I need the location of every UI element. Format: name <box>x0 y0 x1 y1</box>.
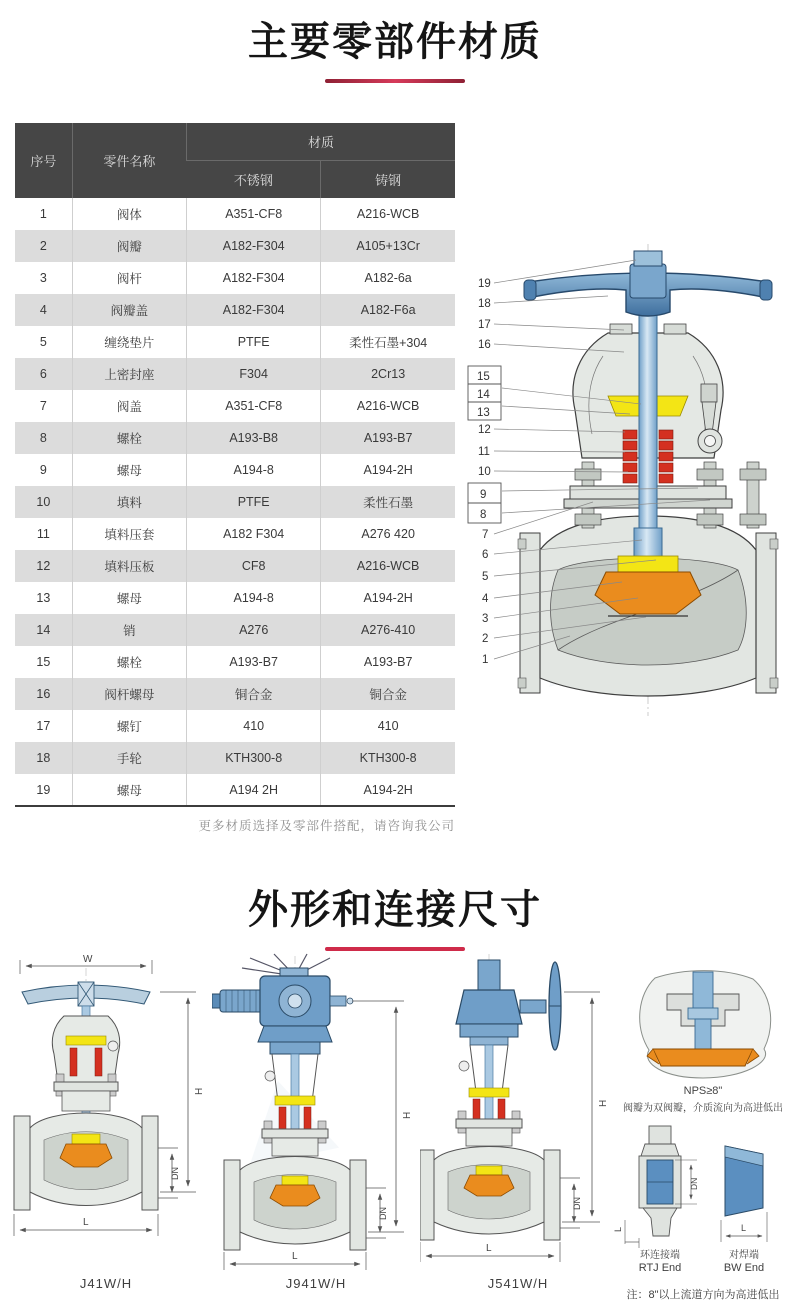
table-row <box>15 518 455 550</box>
callout-2: 2 <box>482 633 489 645</box>
dim-h-label: H <box>194 1087 205 1095</box>
table-cell: A216-WCB <box>321 550 455 582</box>
table-cell: A351-CF8 <box>187 390 321 422</box>
section1-title: 主要零部件材质 <box>248 20 542 64</box>
callout-6: 6 <box>482 549 489 561</box>
table-cell: 2Cr13 <box>321 358 455 390</box>
flow-direction-note: 注：8"以上流道方向为高进低出 <box>626 1289 780 1301</box>
table-cell: A276 <box>187 614 321 646</box>
table-cell: A216-WCB <box>321 198 455 230</box>
table-cell: 阀杆螺母 <box>72 678 186 710</box>
table-cell: 5 <box>39 335 47 349</box>
valve-cutaway-diagram <box>458 238 790 723</box>
table-cell: 19 <box>36 782 51 797</box>
table-cell: 填料压套 <box>72 518 186 550</box>
callout-14: 14 <box>477 389 490 401</box>
dim-l-label: L <box>613 1226 623 1232</box>
gear-valve-svg <box>420 952 616 1274</box>
table-cell: A193-B8 <box>187 422 321 454</box>
table-cell: 10 <box>36 495 51 509</box>
table-cell: 17 <box>36 719 51 733</box>
table-cell: 14 <box>36 623 51 637</box>
table-cell: 7 <box>39 399 47 413</box>
callout-7: 7 <box>482 529 489 541</box>
callout-5: 5 <box>482 571 489 583</box>
table-row <box>15 390 455 422</box>
table-cell: 2 <box>39 239 47 253</box>
callout-16: 16 <box>478 339 491 351</box>
table-cell: A182-F304 <box>187 294 321 326</box>
drawing-electric-valve <box>212 952 420 1302</box>
callout-9: 9 <box>480 489 487 501</box>
table-cell: A182-6a <box>321 262 455 294</box>
table-cell: A194-2H <box>321 774 455 806</box>
column-header-part: 零件名称 <box>72 123 186 198</box>
table-cell: 13 <box>36 591 51 605</box>
table-cell: PTFE <box>187 486 321 518</box>
table-cell: A276 420 <box>321 518 455 550</box>
callout-13: 13 <box>477 407 490 419</box>
dim-l-label: L <box>83 1217 89 1228</box>
callout-4: 4 <box>482 593 489 605</box>
callout-3: 3 <box>482 613 489 625</box>
callout-18: 18 <box>478 298 491 310</box>
electric-valve-svg <box>212 952 420 1274</box>
callout-15: 15 <box>477 371 490 383</box>
table-cell: F304 <box>187 358 321 390</box>
dim-dn-label: DN <box>572 1197 582 1210</box>
table-cell: 上密封座 <box>72 358 186 390</box>
table-cell: 缠绕垫片 <box>72 326 186 358</box>
table-row <box>15 742 455 774</box>
table-row <box>15 230 455 262</box>
table-cell: A194 2H <box>187 774 321 806</box>
bw-label-cn: 对焊端 <box>729 1250 759 1261</box>
bw-label-en: BW End <box>723 1262 765 1274</box>
table-cell: A182-F304 <box>187 230 321 262</box>
table-footnote: 更多材质选择及零部件搭配，请咨询我公司 <box>198 819 455 833</box>
table-cell: KTH300-8 <box>187 742 321 774</box>
section2-title: 外形和连接尺寸 <box>248 888 542 932</box>
table-cell: 410 <box>321 710 455 742</box>
table-cell: 螺母 <box>72 454 186 486</box>
table-row <box>15 294 455 326</box>
disc-detail-svg <box>625 966 781 1082</box>
table-cell: 填料 <box>72 486 186 518</box>
table-cell: A182-F304 <box>187 262 321 294</box>
dim-dn-label: DN <box>689 1177 699 1190</box>
materials-table-container <box>15 123 455 834</box>
table-cell: A182 F304 <box>187 518 321 550</box>
manual-valve-svg <box>0 952 212 1274</box>
table-cell: 阀瓣 <box>72 230 186 262</box>
materials-table-body <box>15 198 455 806</box>
rtj-label-en: RTJ End <box>638 1262 682 1274</box>
table-cell: A193-B7 <box>321 422 455 454</box>
materials-table <box>15 123 455 807</box>
dim-dn-label: DN <box>378 1207 388 1220</box>
table-row <box>15 582 455 614</box>
table-cell: 手轮 <box>72 742 186 774</box>
table-row <box>15 614 455 646</box>
table-cell: A193-B7 <box>321 646 455 678</box>
column-header-cast: 铸钢 <box>321 160 455 198</box>
table-cell: 阀盖 <box>72 390 186 422</box>
table-cell: 11 <box>36 527 50 541</box>
table-cell: 阀体 <box>72 198 186 230</box>
table-row <box>15 262 455 294</box>
table-cell: 螺栓 <box>72 646 186 678</box>
connection-details-column <box>613 952 790 1302</box>
table-cell: A182-F6a <box>321 294 455 326</box>
table-row <box>15 774 455 806</box>
table-row <box>15 422 455 454</box>
table-cell: 16 <box>36 687 51 701</box>
table-cell: KTH300-8 <box>321 742 455 774</box>
drawing-gear-valve <box>420 952 616 1302</box>
drawing-manual-valve <box>0 952 212 1302</box>
table-cell: 18 <box>36 751 51 765</box>
table-cell: 410 <box>187 710 321 742</box>
table-cell: A194-2H <box>321 582 455 614</box>
valve-cutaway-svg <box>458 238 790 723</box>
table-row <box>15 326 455 358</box>
table-cell: 螺钉 <box>72 710 186 742</box>
table-cell: 螺母 <box>72 582 186 614</box>
table-cell: 螺栓 <box>72 422 186 454</box>
table-cell: A194-8 <box>187 582 321 614</box>
table-cell: 铜合金 <box>187 678 321 710</box>
connection-ends-svg <box>613 1124 790 1276</box>
dim-l-label: L <box>486 1243 492 1254</box>
column-header-stainless: 不锈钢 <box>187 160 321 198</box>
section1-underline <box>325 79 465 83</box>
callout-17: 17 <box>478 319 491 331</box>
table-cell: 1 <box>39 207 47 221</box>
table-cell: 柔性石墨 <box>321 486 455 518</box>
table-cell: 8 <box>39 431 47 445</box>
table-cell: A193-B7 <box>187 646 321 678</box>
table-cell: 6 <box>39 367 47 381</box>
dimension-drawings-row <box>0 952 790 1302</box>
model-label-manual: J41W/H <box>79 1276 133 1291</box>
disc-note-flow: 阀瓣为双阀瓣，介质流向为高进低出 <box>623 1103 783 1114</box>
table-row <box>15 550 455 582</box>
column-header-no: 序号 <box>15 123 72 198</box>
table-cell: A276-410 <box>321 614 455 646</box>
table-cell: 15 <box>36 655 51 669</box>
table-row <box>15 198 455 230</box>
table-row <box>15 710 455 742</box>
table-cell: 销 <box>72 614 186 646</box>
table-cell: 12 <box>36 559 51 573</box>
table-cell: A216-WCB <box>321 390 455 422</box>
table-cell: 柔性石墨+304 <box>321 326 455 358</box>
table-cell: PTFE <box>187 326 321 358</box>
section2-underline <box>325 947 465 951</box>
rtj-label-cn: 环连接端 <box>640 1250 680 1261</box>
callout-12: 12 <box>478 424 491 436</box>
callout-19: 19 <box>478 278 491 290</box>
dim-h-label: H <box>402 1111 413 1119</box>
callout-11: 11 <box>478 446 490 458</box>
table-cell: A194-2H <box>321 454 455 486</box>
table-row <box>15 678 455 710</box>
dim-w-label: W <box>83 954 93 965</box>
table-cell: 阀瓣盖 <box>72 294 186 326</box>
model-label-electric: J941W/H <box>285 1276 347 1291</box>
table-cell: 3 <box>39 271 47 285</box>
table-cell: 9 <box>39 463 47 477</box>
callout-8: 8 <box>480 509 487 521</box>
table-cell: 填料压板 <box>72 550 186 582</box>
model-label-gear: J541W/H <box>487 1276 549 1291</box>
table-row <box>15 646 455 678</box>
dim-l-label: L <box>292 1251 298 1262</box>
disc-note-nps: NPS≥8" <box>683 1085 723 1097</box>
table-cell: A105+13Cr <box>321 230 455 262</box>
table-cell: CF8 <box>187 550 321 582</box>
table-cell: 阀杆 <box>72 262 186 294</box>
callout-10: 10 <box>478 466 491 478</box>
table-cell: 4 <box>39 303 47 317</box>
dim-l-label: L <box>741 1223 747 1233</box>
callout-1: 1 <box>482 654 489 666</box>
table-row <box>15 486 455 518</box>
table-cell: A194-8 <box>187 454 321 486</box>
table-row <box>15 358 455 390</box>
table-cell: A351-CF8 <box>187 198 321 230</box>
column-header-material: 材质 <box>187 123 455 160</box>
dim-h-label: H <box>598 1099 609 1107</box>
dim-dn-label: DN <box>170 1167 180 1180</box>
table-cell: 铜合金 <box>321 678 455 710</box>
table-row <box>15 454 455 486</box>
table-cell: 螺母 <box>72 774 186 806</box>
